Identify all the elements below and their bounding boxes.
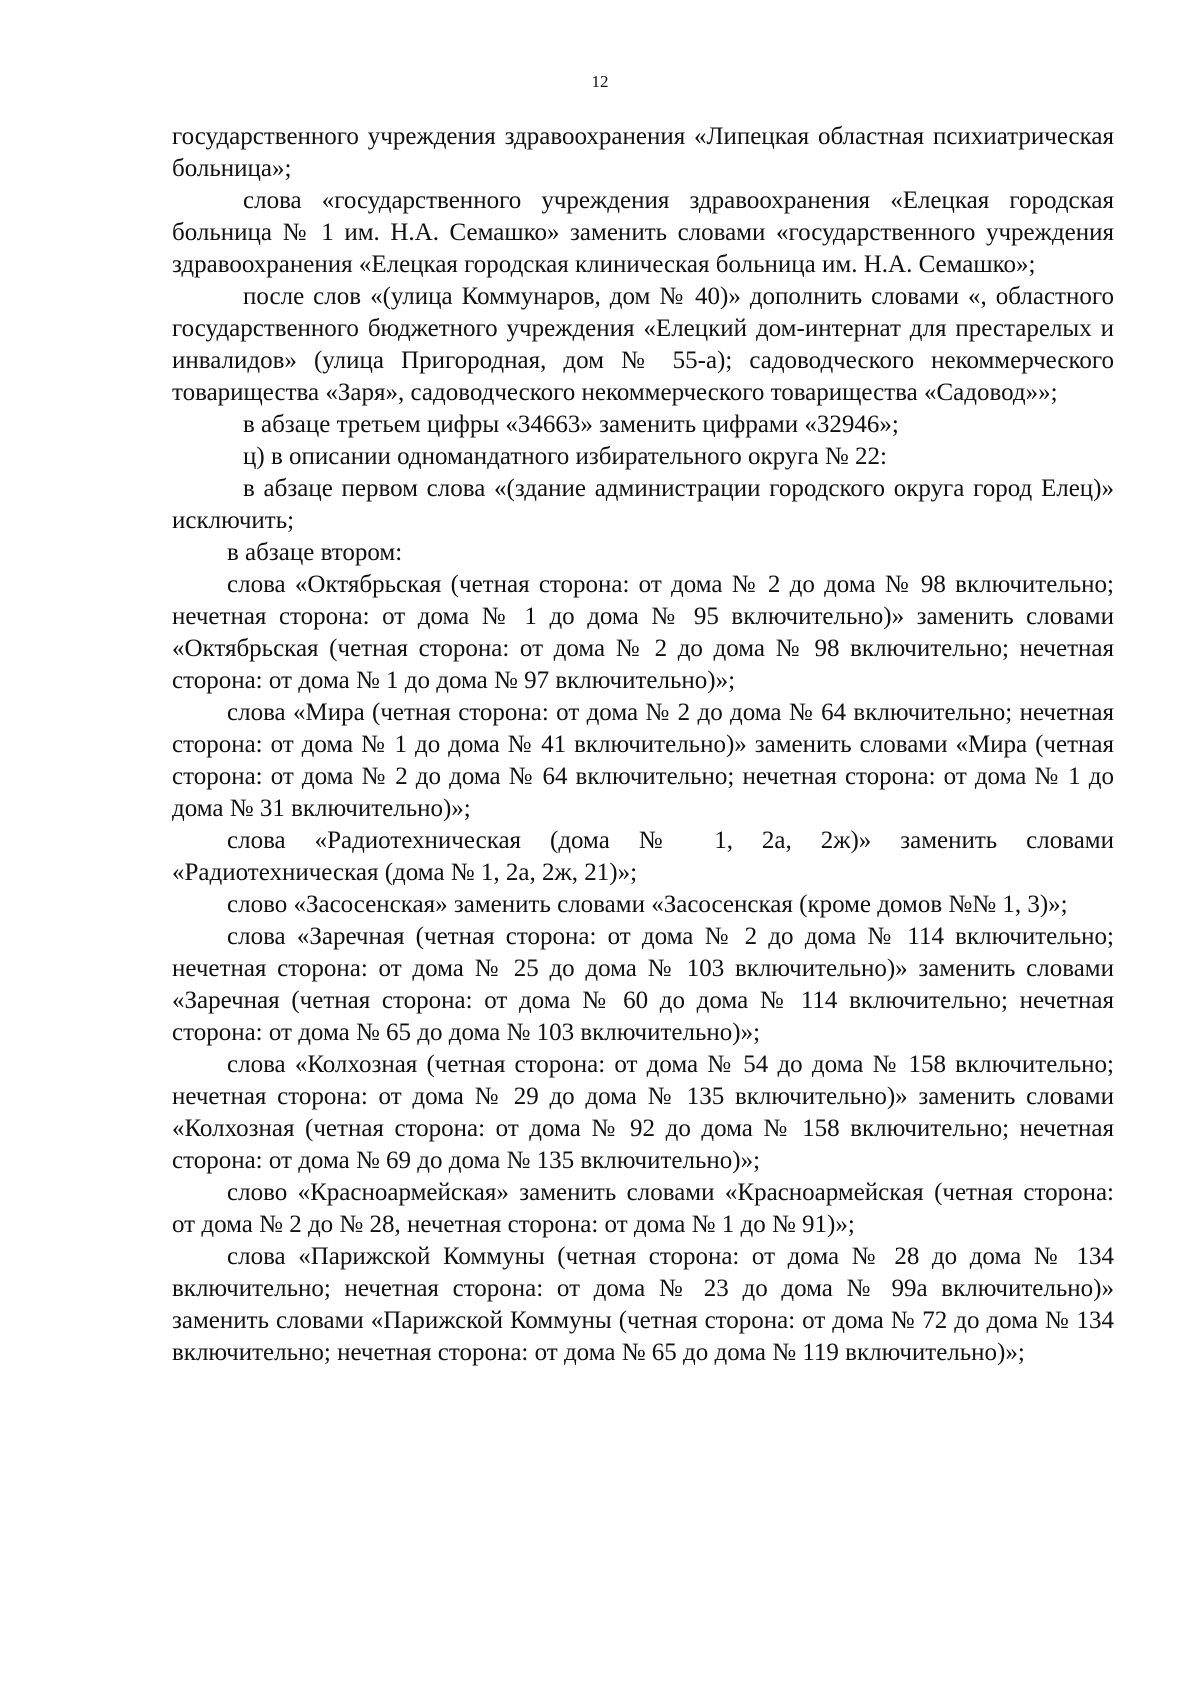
paragraph: слова «Радиотехническая (дома № 1, 2а, 2ж)» заменить словами «Радиотехническая (дома № 1, 2а, 2ж, 21)»; (172, 827, 1114, 886)
paragraph: слова «Колхозная (четная сторона: от дома № 54 до дома № 158 включительно; нечетная сторона: от дома № 29 до дома № 135 включительно)» заменить словами «Колхозная (четная сторона: от дома № 92 до дома № 158 включительно; нечетная сторона: от дома № 69 до дома № 135 включительно)»; (172, 1051, 1114, 1174)
paragraph: слово «Засосенская» заменить словами «Засосенская (кроме домов №№ 1, 3)»; (227, 891, 1068, 918)
paragraph: слова «Парижской Коммуны (четная сторона: от дома № 28 до дома № 134 включительно; нечетная сторона: от дома № 23 до дома № 99а включительно)» заменить словами «Парижской Коммуны (четная сторона: от дома № 72 до дома № 134 включительно; нечетная сторона: от дома № 65 до дома № 119 включительно)»; (172, 1243, 1114, 1366)
paragraph: ц) в описании одномандатного избирательного округа № 22: (243, 443, 887, 470)
paragraph: после слов «(улица Коммунаров, дом № 40)» дополнить словами «, областного государственного бюджетного учреждения «Елецкий дом-интернат для престарелых и инвалидов» (улица Пригородная, дом № 55-а); садоводческого некоммерческого товарищества «Заря», садоводческого некоммерческого товарищества «Садовод»»; (172, 283, 1114, 406)
paragraph: слова «Заречная (четная сторона: от дома № 2 до дома № 114 включительно; нечетная сторона: от дома № 25 до дома № 103 включительно)» заменить словами «Заречная (четная сторона: от дома № 60 до дома № 114 включительно; нечетная сторона: от дома № 65 до дома № 103 включительно)»; (172, 923, 1114, 1046)
paragraph: в абзаце втором: (227, 539, 403, 566)
document-body (172, 121, 1114, 1369)
paragraph: слово «Красноармейская» заменить словами «Красноармейская (четная сторона: от дома № 2 до № 28, нечетная сторона: от дома № 1 до № 91)»; (172, 1179, 1114, 1238)
paragraph: государственного учреждения здравоохранения «Липецкая областная психиатрическая больница»; (172, 123, 1114, 182)
paragraph: слова «Мира (четная сторона: от дома № 2 до дома № 64 включительно; нечетная сторона: от дома № 1 до дома № 41 включительно)» заменить словами «Мира (четная сторона: от дома № 2 до дома № 64 включительно; нечетная сторона: от дома № 1 до дома № 31 включительно)»; (172, 699, 1114, 822)
page-number: 12 (591, 72, 609, 91)
paragraph: в абзаце первом слова «(здание администрации городского округа город Елец)» исключить; (172, 475, 1114, 534)
paragraph: слова «государственного учреждения здравоохранения «Елецкая городская больница № 1 им. Н.А. Семашко» заменить словами «государственного учреждения здравоохранения «Елецкая городская клиническая больница им. Н.А. Семашко»; (172, 187, 1114, 278)
paragraph: в абзаце третьем цифры «34663» заменить цифрами «32946»; (243, 411, 899, 438)
paragraph: слова «Октябрьская (четная сторона: от дома № 2 до дома № 98 включительно; нечетная сторона: от дома № 1 до дома № 95 включительно)» заменить словами «Октябрьская (четная сторона: от дома № 2 до дома № 98 включительно; нечетная сторона: от дома № 1 до дома № 97 включительно)»; (172, 571, 1114, 694)
